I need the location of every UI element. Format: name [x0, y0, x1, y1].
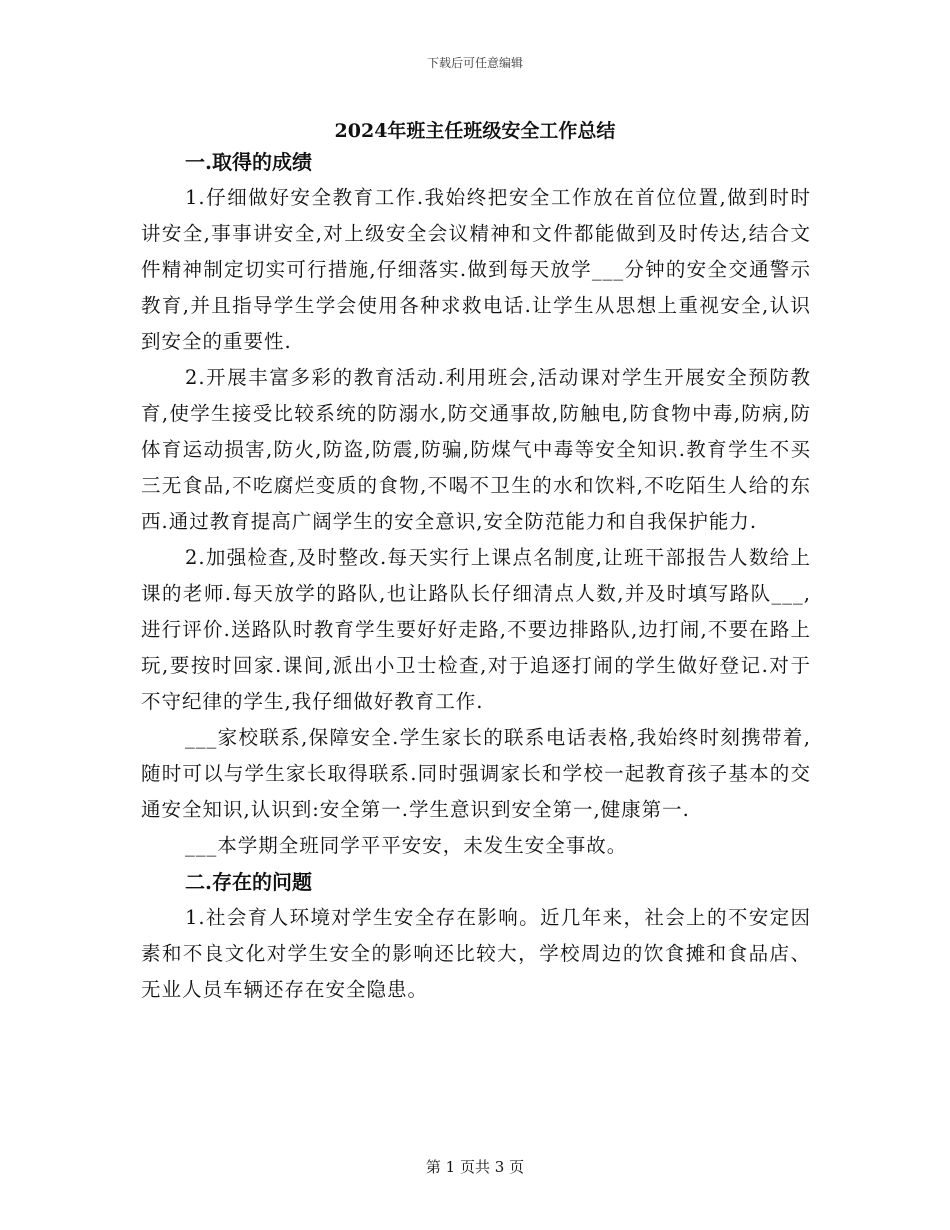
paragraph: 2.加强检查,及时整改.每天实行上课点名制度,让班干部报告人数给上课的老师.每天放学的路队,也让路队长仔细清点人数,并及时填写路队___,进行评价.送路队时教育学生要好好走路,不要边排路队,边打闹,不要在路上玩,要按时回家.课间,派出小卫士检查,对于追逐打闹的学生做好登记.对于不守纪律的学生,我仔细做好教育工作. — [141, 546, 811, 713]
section-heading-problems: 二.存在的问题 — [185, 870, 312, 894]
page-number: 第 1 页共 3 页 — [425, 1158, 525, 1176]
paragraph: 2.开展丰富多彩的教育活动.利用班会,活动课对学生开展安全预防教育,使学生接受比较系统的防溺水,防交通事故,防触电,防食物中毒,防病,防体育运动损害,防火,防盗,防震,防骗,防煤气中毒等安全知识.教育学生不买三无食品,不吃腐烂变质的食物,不喝不卫生的水和饮料,不吃陌生人给的东西.通过教育提高广阔学生的安全意识,安全防范能力和自我保护能力. — [141, 366, 811, 533]
section-heading-achievements: 一.取得的成绩 — [185, 150, 312, 174]
paragraph: 1.社会育人环境对学生安全存在影响。近几年来，社会上的不安定因素和不良文化对学生安全的影响还比较大，学校周边的饮食摊和食品店、无业人员车辆还存在安全隐患。 — [141, 906, 811, 1001]
page-header-note: 下载后可任意编辑 — [426, 56, 523, 70]
paragraph: ___家校联系,保障安全.学生家长的联系电话表格,我始终时刻携带着,随时可以与学生家长取得联系.同时强调家长和学校一起教育孩子基本的交通安全知识,认识到:安全第一.学生意识到安全第一,健康第一. — [141, 726, 811, 821]
document-body — [141, 144, 811, 1008]
document-title: 2024年班主任班级安全工作总结 — [334, 120, 616, 142]
paragraph: 1.仔细做好安全教育工作.我始终把安全工作放在首位位置,做到时时讲安全,事事讲安全,对上级安全会议精神和文件都能做到及时传达,结合文件精神制定切实可行措施,仔细落实.做到每天放学___分钟的安全交通警示教育,并且指导学生学会使用各种求救电话.让学生从思想上重视安全,认识到安全的重要性. — [141, 186, 811, 353]
paragraph: ___本学期全班同学平平安安，未发生安全事故。 — [185, 834, 628, 857]
